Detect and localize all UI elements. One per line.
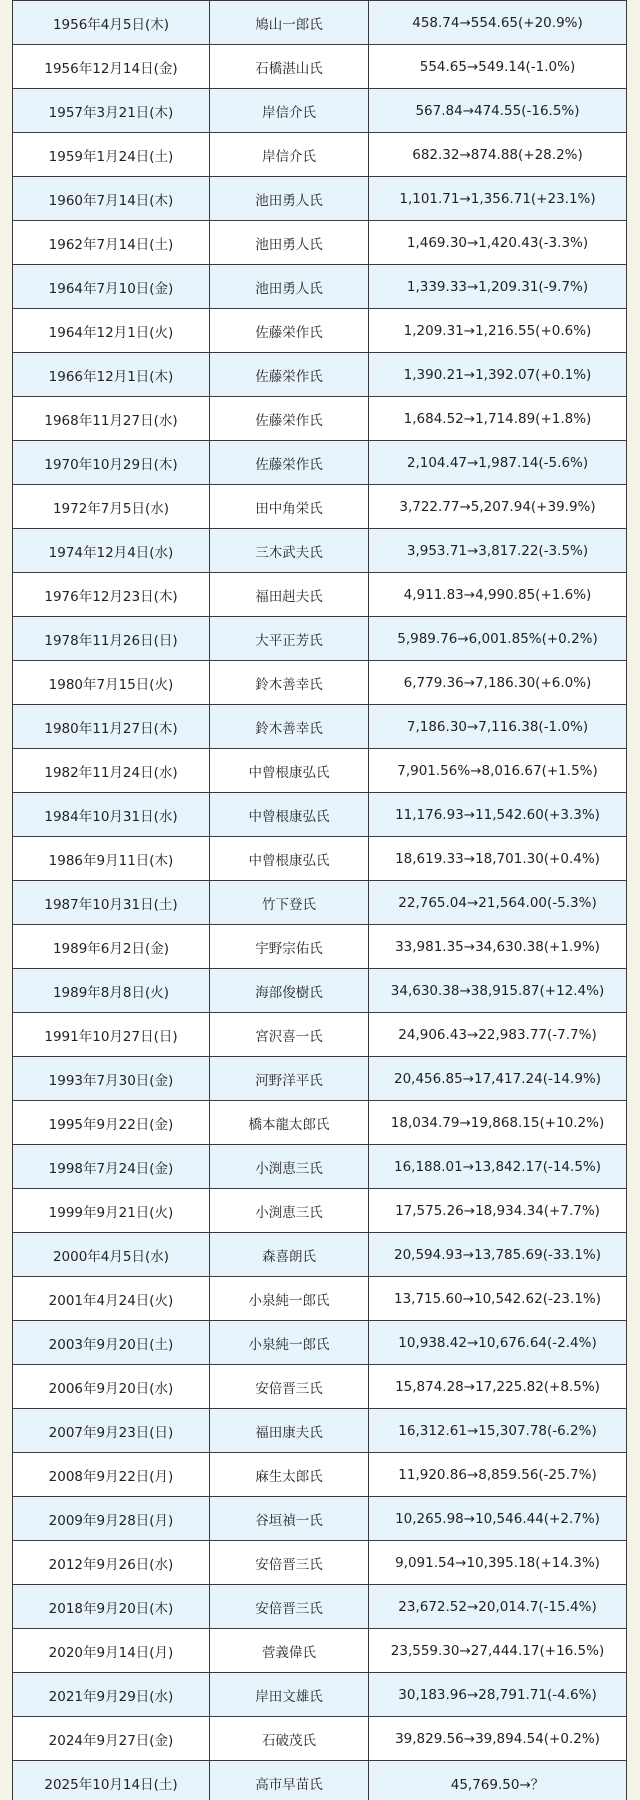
date-cell: 1984年10月31日(水)	[13, 793, 210, 837]
value-cell: 554.65→549.14(-1.0%)	[369, 45, 627, 89]
date-cell: 2003年9月20日(土)	[13, 1321, 210, 1365]
name-cell: 岸信介氏	[210, 133, 369, 177]
table-row	[13, 353, 627, 397]
value-cell: 18,034.79→19,868.15(+10.2%)	[369, 1101, 627, 1145]
table-row	[13, 1057, 627, 1101]
date-cell: 2021年9月29日(水)	[13, 1673, 210, 1717]
name-cell: 中曾根康弘氏	[210, 837, 369, 881]
name-cell: 安倍晋三氏	[210, 1365, 369, 1409]
name-cell: 佐藤栄作氏	[210, 309, 369, 353]
value-cell: 23,672.52→20,014.7(-15.4%)	[369, 1585, 627, 1629]
date-cell: 2007年9月23日(日)	[13, 1409, 210, 1453]
date-cell: 1989年6月2日(金)	[13, 925, 210, 969]
name-cell: 高市早苗氏	[210, 1761, 369, 1800]
date-cell: 2025年10月14日(土)	[13, 1761, 210, 1800]
value-cell: 11,176.93→11,542.60(+3.3%)	[369, 793, 627, 837]
name-cell: 菅義偉氏	[210, 1629, 369, 1673]
table-row	[13, 573, 627, 617]
value-cell: 17,575.26→18,934.34(+7.7%)	[369, 1189, 627, 1233]
value-cell: 15,874.28→17,225.82(+8.5%)	[369, 1365, 627, 1409]
value-cell: 567.84→474.55(-16.5%)	[369, 89, 627, 133]
value-cell: 13,715.60→10,542.62(-23.1%)	[369, 1277, 627, 1321]
name-cell: 小泉純一郎氏	[210, 1321, 369, 1365]
date-cell: 1957年3月21日(木)	[13, 89, 210, 133]
date-cell: 1993年7月30日(金)	[13, 1057, 210, 1101]
table-row	[13, 89, 627, 133]
value-cell: 3,722.77→5,207.94(+39.9%)	[369, 485, 627, 529]
table-row	[13, 793, 627, 837]
table-row	[13, 529, 627, 573]
name-cell: 宇野宗佑氏	[210, 925, 369, 969]
value-cell: 24,906.43→22,983.77(-7.7%)	[369, 1013, 627, 1057]
table-row	[13, 45, 627, 89]
value-cell: 18,619.33→18,701.30(+0.4%)	[369, 837, 627, 881]
value-cell: 1,101.71→1,356.71(+23.1%)	[369, 177, 627, 221]
table-row	[13, 441, 627, 485]
date-cell: 1956年12月14日(金)	[13, 45, 210, 89]
value-cell: 5,989.76→6,001.85%(+0.2%)	[369, 617, 627, 661]
value-cell: 16,312.61→15,307.78(-6.2%)	[369, 1409, 627, 1453]
date-cell: 1972年7月5日(水)	[13, 485, 210, 529]
value-cell: 10,265.98→10,546.44(+2.7%)	[369, 1497, 627, 1541]
table-row	[13, 1585, 627, 1629]
value-cell: 682.32→874.88(+28.2%)	[369, 133, 627, 177]
table-row	[13, 1717, 627, 1761]
table-body	[13, 1, 627, 1800]
date-cell: 1991年10月27日(日)	[13, 1013, 210, 1057]
name-cell: 安倍晋三氏	[210, 1585, 369, 1629]
value-cell: 11,920.86→8,859.56(-25.7%)	[369, 1453, 627, 1497]
table-row	[13, 133, 627, 177]
value-cell: 458.74→554.65(+20.9%)	[369, 1, 627, 45]
value-cell: 22,765.04→21,564.00(-5.3%)	[369, 881, 627, 925]
table-row	[13, 705, 627, 749]
value-cell: 20,456.85→17,417.24(-14.9%)	[369, 1057, 627, 1101]
name-cell: 三木武夫氏	[210, 529, 369, 573]
table-row	[13, 1409, 627, 1453]
table-row	[13, 1365, 627, 1409]
name-cell: 福田康夫氏	[210, 1409, 369, 1453]
value-cell: 45,769.50→？	[369, 1761, 627, 1800]
value-cell: 1,684.52→1,714.89(+1.8%)	[369, 397, 627, 441]
table-row	[13, 1541, 627, 1585]
name-cell: 河野洋平氏	[210, 1057, 369, 1101]
name-cell: 中曾根康弘氏	[210, 793, 369, 837]
date-cell: 1982年11月24日(水)	[13, 749, 210, 793]
table-row	[13, 1189, 627, 1233]
value-cell: 9,091.54→10,395.18(+14.3%)	[369, 1541, 627, 1585]
name-cell: 鈴木善幸氏	[210, 661, 369, 705]
name-cell: 海部俊樹氏	[210, 969, 369, 1013]
name-cell: 安倍晋三氏	[210, 1541, 369, 1585]
table-row	[13, 661, 627, 705]
name-cell: 小泉純一郎氏	[210, 1277, 369, 1321]
table-row	[13, 1321, 627, 1365]
name-cell: 宮沢喜一氏	[210, 1013, 369, 1057]
name-cell: 岸信介氏	[210, 89, 369, 133]
date-cell: 2001年4月24日(火)	[13, 1277, 210, 1321]
date-cell: 1974年12月4日(水)	[13, 529, 210, 573]
date-cell: 1959年1月24日(土)	[13, 133, 210, 177]
value-cell: 3,953.71→3,817.22(-3.5%)	[369, 529, 627, 573]
date-cell: 1966年12月1日(木)	[13, 353, 210, 397]
value-cell: 33,981.35→34,630.38(+1.9%)	[369, 925, 627, 969]
name-cell: 小渕恵三氏	[210, 1145, 369, 1189]
table-row	[13, 221, 627, 265]
name-cell: 大平正芳氏	[210, 617, 369, 661]
election-nikkei-table	[12, 0, 627, 1800]
name-cell: 鈴木善幸氏	[210, 705, 369, 749]
name-cell: 石破茂氏	[210, 1717, 369, 1761]
value-cell: 1,209.31→1,216.55(+0.6%)	[369, 309, 627, 353]
name-cell: 中曾根康弘氏	[210, 749, 369, 793]
name-cell: 池田勇人氏	[210, 265, 369, 309]
table-row	[13, 177, 627, 221]
date-cell: 2024年9月27日(金)	[13, 1717, 210, 1761]
table-row	[13, 749, 627, 793]
table-row	[13, 617, 627, 661]
table-row	[13, 1497, 627, 1541]
date-cell: 2009年9月28日(月)	[13, 1497, 210, 1541]
date-cell: 2020年9月14日(月)	[13, 1629, 210, 1673]
table-row	[13, 1277, 627, 1321]
value-cell: 34,630.38→38,915.87(+12.4%)	[369, 969, 627, 1013]
table-row	[13, 1453, 627, 1497]
date-cell: 1960年7月14日(木)	[13, 177, 210, 221]
table-row	[13, 1673, 627, 1717]
value-cell: 7,186.30→7,116.38(-1.0%)	[369, 705, 627, 749]
value-cell: 7,901.56%→8,016.67(+1.5%)	[369, 749, 627, 793]
date-cell: 1964年12月1日(火)	[13, 309, 210, 353]
name-cell: 佐藤栄作氏	[210, 397, 369, 441]
table-row	[13, 837, 627, 881]
date-cell: 2018年9月20日(木)	[13, 1585, 210, 1629]
date-cell: 1989年8月8日(火)	[13, 969, 210, 1013]
value-cell: 39,829.56→39,894.54(+0.2%)	[369, 1717, 627, 1761]
value-cell: 10,938.42→10,676.64(-2.4%)	[369, 1321, 627, 1365]
date-cell: 1999年9月21日(火)	[13, 1189, 210, 1233]
value-cell: 16,188.01→13,842.17(-14.5%)	[369, 1145, 627, 1189]
date-cell: 1978年11月26日(日)	[13, 617, 210, 661]
name-cell: 橋本龍太郎氏	[210, 1101, 369, 1145]
value-cell: 1,390.21→1,392.07(+0.1%)	[369, 353, 627, 397]
value-cell: 4,911.83→4,990.85(+1.6%)	[369, 573, 627, 617]
table-row	[13, 925, 627, 969]
date-cell: 2012年9月26日(水)	[13, 1541, 210, 1585]
table-row	[13, 1, 627, 45]
name-cell: 田中角栄氏	[210, 485, 369, 529]
table-row	[13, 1629, 627, 1673]
name-cell: 佐藤栄作氏	[210, 441, 369, 485]
name-cell: 石橋湛山氏	[210, 45, 369, 89]
value-cell: 1,469.30→1,420.43(-3.3%)	[369, 221, 627, 265]
value-cell: 23,559.30→27,444.17(+16.5%)	[369, 1629, 627, 1673]
name-cell: 谷垣禎一氏	[210, 1497, 369, 1541]
value-cell: 30,183.96→28,791.71(-4.6%)	[369, 1673, 627, 1717]
name-cell: 森喜朗氏	[210, 1233, 369, 1277]
table-row	[13, 1761, 627, 1800]
date-cell: 1970年10月29日(木)	[13, 441, 210, 485]
name-cell: 佐藤栄作氏	[210, 353, 369, 397]
date-cell: 1980年7月15日(火)	[13, 661, 210, 705]
date-cell: 1987年10月31日(土)	[13, 881, 210, 925]
date-cell: 2006年9月20日(水)	[13, 1365, 210, 1409]
date-cell: 1998年7月24日(金)	[13, 1145, 210, 1189]
table-row	[13, 969, 627, 1013]
date-cell: 2000年4月5日(水)	[13, 1233, 210, 1277]
date-cell: 1980年11月27日(木)	[13, 705, 210, 749]
table-row	[13, 485, 627, 529]
table-row	[13, 1145, 627, 1189]
table-row	[13, 1233, 627, 1277]
date-cell: 1995年9月22日(金)	[13, 1101, 210, 1145]
date-cell: 1956年4月5日(木)	[13, 1, 210, 45]
table-row	[13, 309, 627, 353]
date-cell: 1986年9月11日(木)	[13, 837, 210, 881]
name-cell: 小渕恵三氏	[210, 1189, 369, 1233]
name-cell: 鳩山一郎氏	[210, 1, 369, 45]
date-cell: 1964年7月10日(金)	[13, 265, 210, 309]
name-cell: 竹下登氏	[210, 881, 369, 925]
value-cell: 1,339.33→1,209.31(-9.7%)	[369, 265, 627, 309]
date-cell: 1968年11月27日(水)	[13, 397, 210, 441]
date-cell: 1976年12月23日(木)	[13, 573, 210, 617]
date-cell: 1962年7月14日(土)	[13, 221, 210, 265]
name-cell: 麻生太郎氏	[210, 1453, 369, 1497]
name-cell: 岸田文雄氏	[210, 1673, 369, 1717]
value-cell: 2,104.47→1,987.14(-5.6%)	[369, 441, 627, 485]
name-cell: 池田勇人氏	[210, 177, 369, 221]
table-row	[13, 397, 627, 441]
table-row	[13, 265, 627, 309]
value-cell: 20,594.93→13,785.69(-33.1%)	[369, 1233, 627, 1277]
table-row	[13, 1101, 627, 1145]
name-cell: 池田勇人氏	[210, 221, 369, 265]
table-row	[13, 881, 627, 925]
table-row	[13, 1013, 627, 1057]
value-cell: 6,779.36→7,186.30(+6.0%)	[369, 661, 627, 705]
name-cell: 福田赳夫氏	[210, 573, 369, 617]
date-cell: 2008年9月22日(月)	[13, 1453, 210, 1497]
